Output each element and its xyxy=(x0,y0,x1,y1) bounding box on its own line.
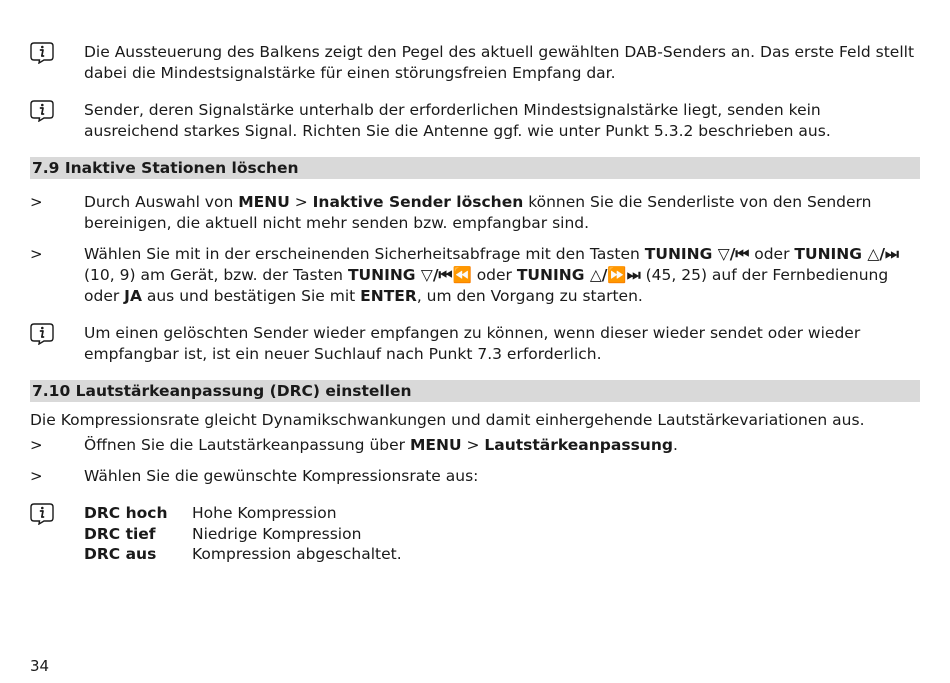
step-marker: > xyxy=(30,193,43,211)
step-text-4: Wählen Sie die gewünschte Kompressionsrate aus: xyxy=(84,467,479,485)
info-icon xyxy=(30,100,56,122)
info-text-1: Die Aussteuerung des Balkens zeigt den Pegel des aktuell gewählten DAB-Senders an. Das erste Feld stellt dabei die Mindestsignalstärke für einen störungsfreien Empfang dar. xyxy=(84,43,915,82)
info-icon xyxy=(30,42,56,64)
step-text-1: Durch Auswahl von MENU > Inaktive Sender löschen können Sie die Senderliste von den Sendern bereinigen, die aktuell nicht mehr senden bzw. empfangbar sind. xyxy=(84,193,872,232)
list-item xyxy=(84,503,402,524)
drc-option-key: DRC hoch xyxy=(84,504,168,522)
list-item xyxy=(84,544,402,565)
info-text-3: Um einen gelöschten Sender wieder empfangen zu können, wenn dieser wieder sendet oder wieder empfangbar ist, ist ein neuer Suchlauf nach Punkt 7.3 erforderlich. xyxy=(84,324,861,363)
info-text-2: Sender, deren Signalstärke unterhalb der erforderlichen Mindestsignalstärke liegt, senden kein ausreichend starkes Signal. Richten Sie die Antenne ggf. wie unter Punkt 5.3.2 beschrieben aus. xyxy=(84,101,831,140)
step-marker: > xyxy=(30,467,43,485)
info-icon xyxy=(30,503,56,525)
drc-option-key: DRC tief xyxy=(84,524,156,543)
page-number: 34 xyxy=(30,657,50,675)
manual-page: Die Aussteuerung des Balkens zeigt den Pegel des aktuell gewählten DAB-Senders an. Das erste Feld stellt dabei die Mindestsignalstärke für einen störungsfreien Empfang dar. Sender, deren Signalstärke unterhalb der erforderlichen Mindestsignalstärke liegt, senden kein ausreichend starkes Signal. Richten Sie die Antenne ggf. wie unter Punkt 5.3.2 beschrieben aus. 7.9 Inaktive Stationen löschen > Durch Auswahl von MENU > Inaktive Sender löschen können Sie die Senderliste von den Sendern bereinigen, die aktuell nicht mehr senden bzw. empfangbar sind. > Wählen Sie mit in der erscheinenden Sicherheitsabfrage mit den Tasten TUNING ▽/⏮ oder TUNING △/⏭ (10, 9) am Gerät, bzw. der Tasten TUNING ▽/⏮⏪ oder TUNING △/⏩⏭ (45, 25) auf der Fernbedienung oder JA aus und bestätigen Sie mit ENTER, um den Vorgang zu starten. Um einen gelöschten Sender wieder empfangen zu können, wenn dieser wieder sendet oder wieder empfangbar ist, ist ein neuer Suchlauf nach Punkt 7.3 erforderlich. 7.10 Lautstärkeanpassung (DRC) einstellen Die Kompressionsrate gleicht Dynamikschwankungen und damit einhergehende Lautstärkevariationen aus. > Öffnen Sie die Lautstärkeanpassung über MENU > Lautstärkeanpassung. > Wählen Sie die gewünschte Kompressionsrate aus: DRC hoch Hohe Kompression DRC tief Niedrige Kompression DRC aus Kompression abgeschaltet. 34 xyxy=(0,0,950,683)
section-heading-7-10: 7.10 Lautstärkeanpassung (DRC) einstellen xyxy=(30,380,920,402)
drc-option-list xyxy=(84,503,402,565)
step-text-3: Öffnen Sie die Lautstärkeanpassung über MENU > Lautstärkeanpassung. xyxy=(84,436,678,454)
info-icon xyxy=(30,323,56,345)
drc-option-desc: Hohe Kompression xyxy=(192,504,337,522)
list-item xyxy=(84,524,402,545)
step-marker: > xyxy=(30,436,43,454)
drc-option-key: DRC aus xyxy=(84,545,157,563)
drc-option-desc: Niedrige Kompression xyxy=(192,524,362,543)
section-heading-7-9: 7.9 Inaktive Stationen löschen xyxy=(30,157,920,179)
step-marker: > xyxy=(30,245,43,263)
step-text-2: Wählen Sie mit in der erscheinenden Sicherheitsabfrage mit den Tasten TUNING ▽/⏮ oder TUNING △/⏭ (10, 9) am Gerät, bzw. der Tasten TUNING ▽/⏮⏪ oder TUNING △/⏩⏭ (45, 25) auf der Fernbedienung oder JA aus und bestätigen Sie mit ENTER, um den Vorgang zu starten. xyxy=(84,245,899,305)
drc-option-desc: Kompression abgeschaltet. xyxy=(192,545,402,563)
